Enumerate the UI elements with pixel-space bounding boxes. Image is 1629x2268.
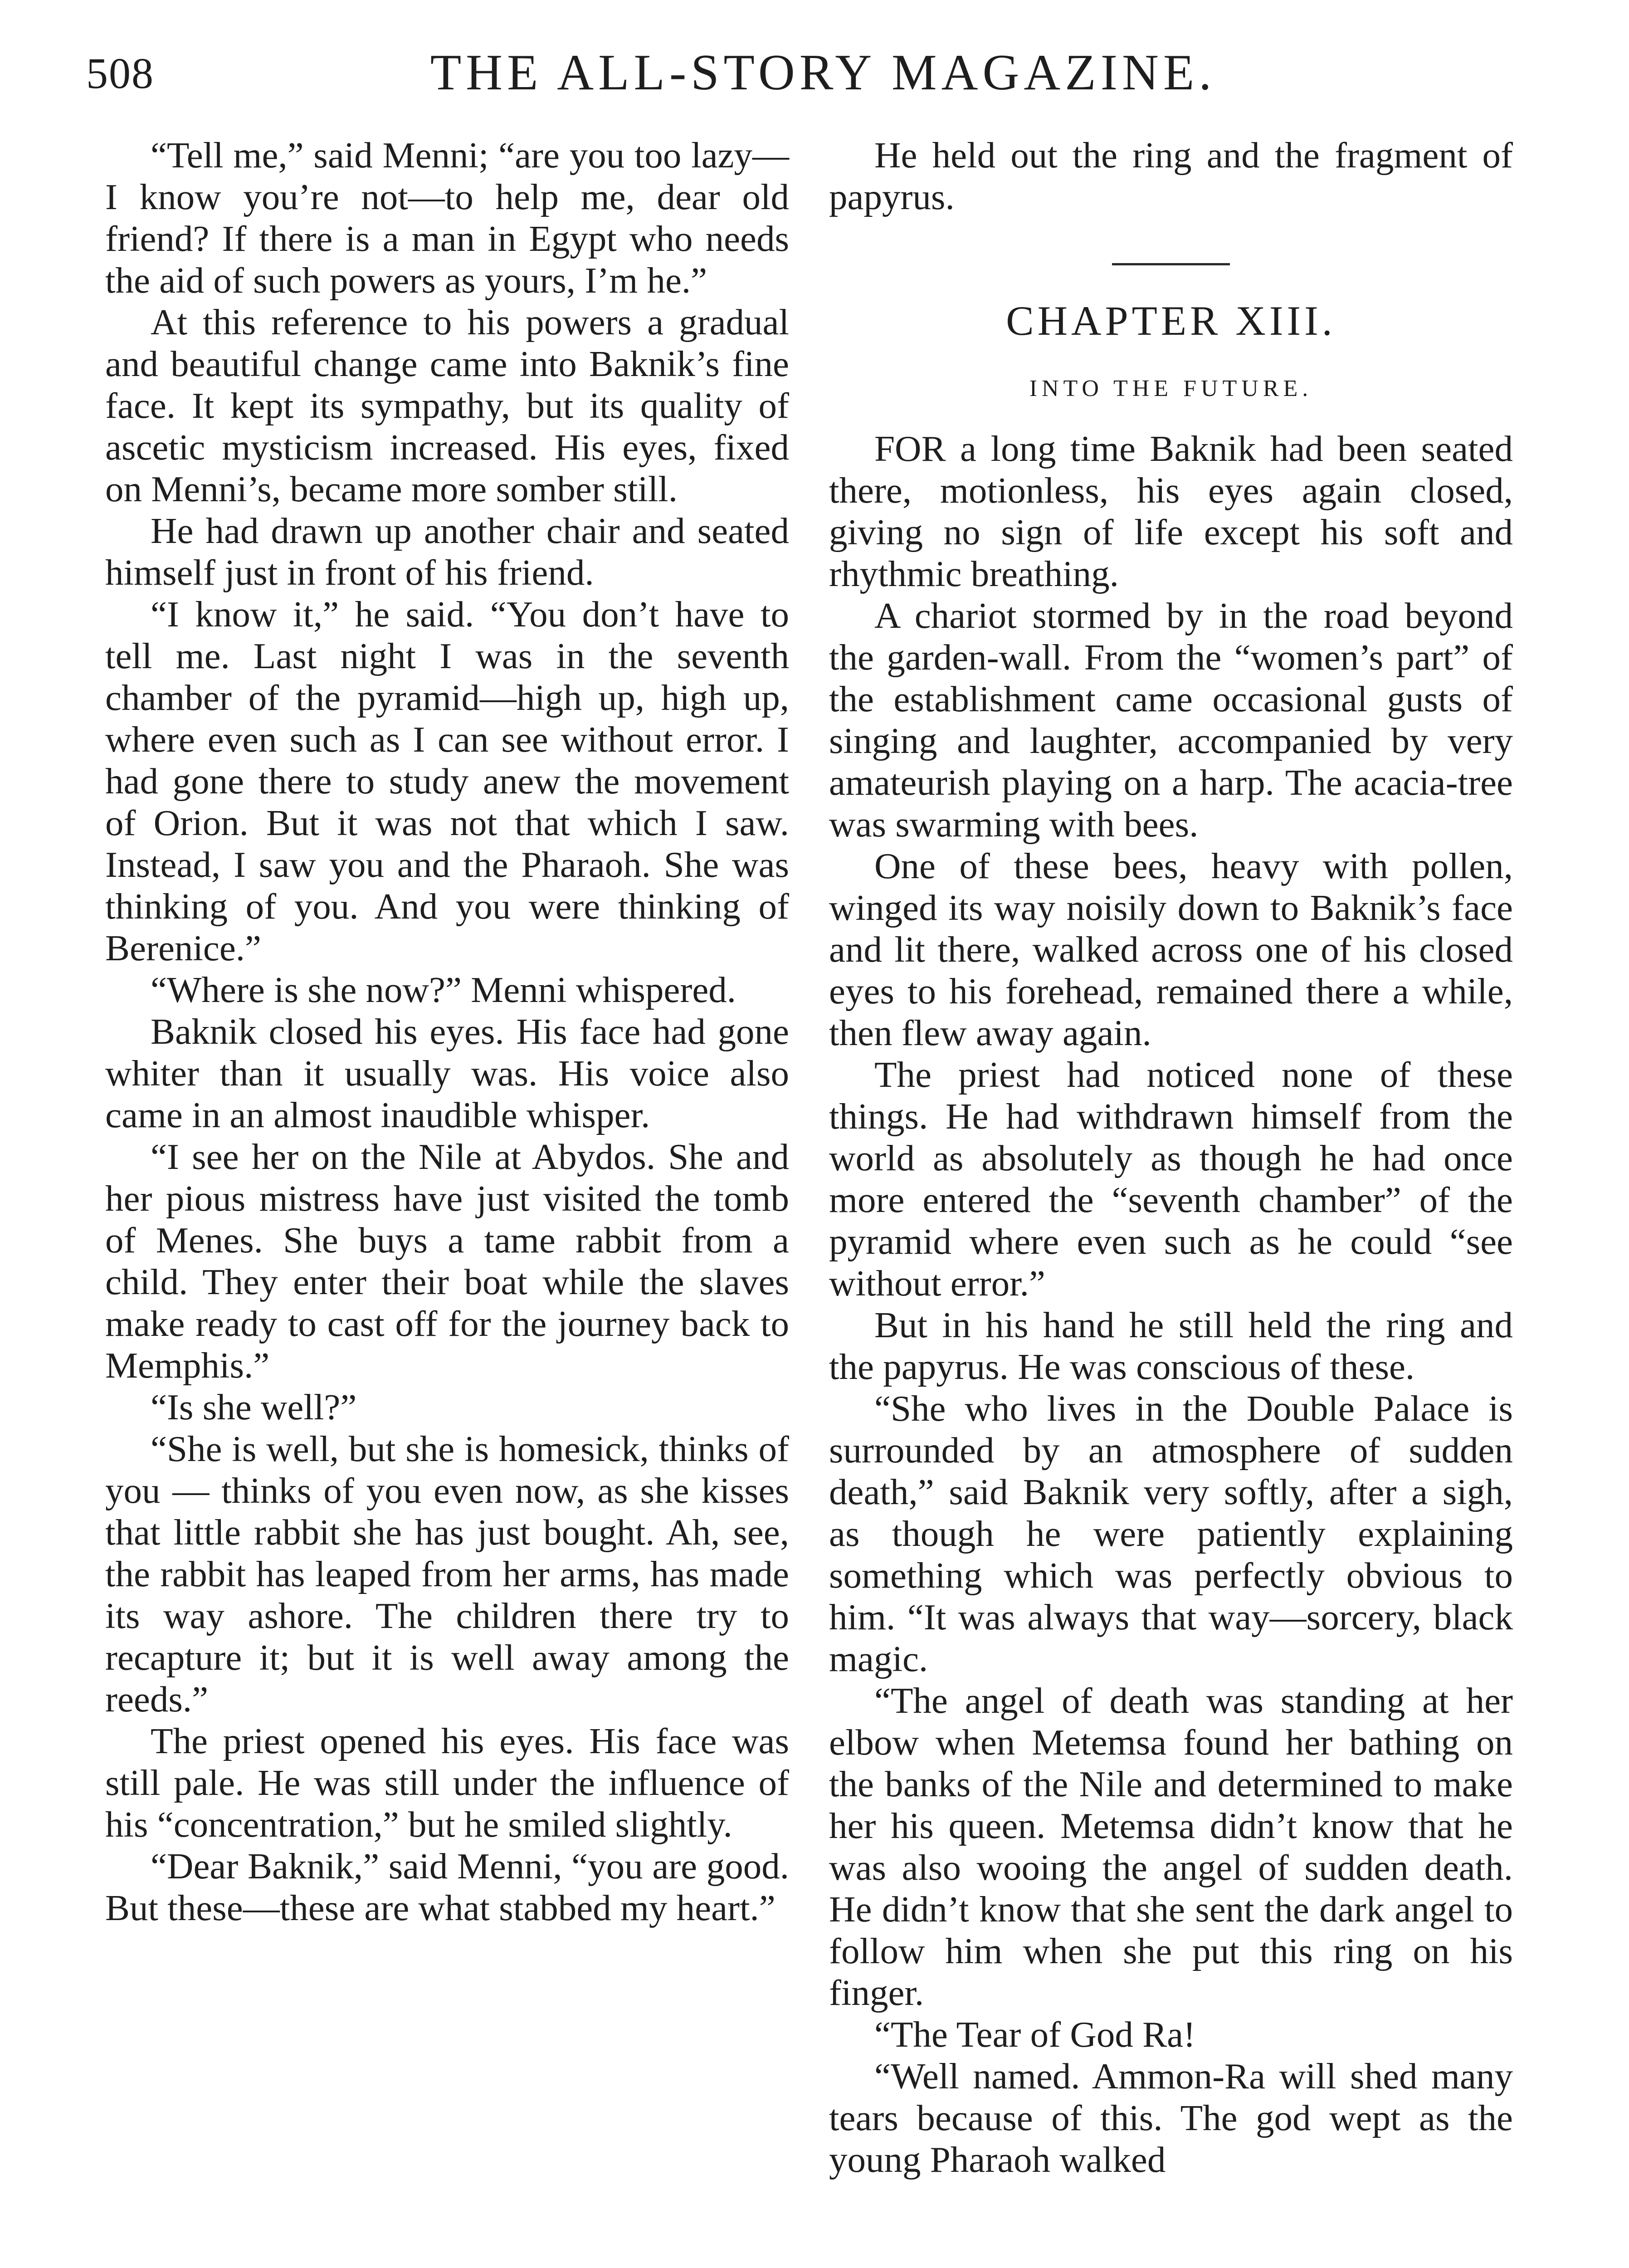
paragraph: “She is well, but she is homesick, thinks of you — thinks of you even now, as she kisses that little rabbit she has just bought. Ah, see, the rabbit has leaped from her arms, has made its way ashore. The children there try to recapture it; but it is well away among the reeds.” bbox=[105, 1428, 789, 1720]
chapter-subtitle: INTO THE FUTURE. bbox=[1029, 376, 1313, 401]
paragraph: “Tell me,” said Menni; “are you too lazy—I know you’re not—to help me, dear old friend? If there is a man in Egypt who needs the aid of such powers as yours, I’m he.” bbox=[105, 135, 789, 301]
paragraph: FOR a long time Baknik had been seated there, motionless, his eyes again closed, giving no sign of life except his soft and rhythmic breathing. bbox=[829, 428, 1513, 594]
paragraph: But in his hand he still held the ring and the papyrus. He was conscious of these. bbox=[829, 1305, 1513, 1387]
paragraph: One of these bees, heavy with pollen, winged its way noisily down to Baknik’s face and lit there, walked across one of his closed eyes to his forehead, remained there a while, then flew away again. bbox=[829, 846, 1513, 1053]
paragraph: Baknik closed his eyes. His face had gone whiter than it usually was. His voice also came in an almost inaudible whisper. bbox=[105, 1011, 789, 1135]
paragraph: The priest had noticed none of these things. He had withdrawn himself from the world as absolutely as though he had once more entered the “seventh chamber” of the pyramid where even such as he could “see without error.” bbox=[829, 1054, 1513, 1304]
paragraph: “I know it,” he said. “You don’t have to tell me. Last night I was in the seventh chamber of the pyramid—high up, high up, where even such as I can see without error. I had gone there to study anew the movement of Orion. But it was not that which I saw. Instead, I saw you and the Pharaoh. She was thinking of you. And you were thinking of Berenice.” bbox=[105, 594, 789, 968]
paragraph: “She who lives in the Double Palace is surrounded by an atmosphere of sudden death,” said Baknik very softly, after a sigh, as though he were patiently explaining something which was perfectly obvious to him. “It was always that way—sorcery, black magic. bbox=[829, 1388, 1513, 1679]
paragraph: A chariot stormed by in the road beyond the garden-wall. From the “women’s part” of the establishment came occasional gusts of singing and laughter, accompanied by very amateurish playing on a harp. The acacia-tree was swarming with bees. bbox=[829, 595, 1513, 845]
running-head: THE ALL-STORY MAGAZINE. bbox=[430, 44, 1216, 101]
paragraph: At this reference to his powers a gradual and beautiful change came into Baknik’s fine face. It kept its sympathy, but its quality of ascetic mysticism increased. His eyes, fixed on Menni’s, became more somber still. bbox=[105, 302, 789, 509]
left-column bbox=[105, 134, 789, 1929]
paragraph: The priest opened his eyes. His face was still pale. He was still under the influence of his “concentration,” but he smiled slightly. bbox=[105, 1721, 789, 1845]
paragraph: “The Tear of God Ra! bbox=[874, 2014, 1196, 2055]
paragraph: He had drawn up another chair and seated himself just in front of his friend. bbox=[105, 510, 789, 593]
paragraph: “Well named. Ammon-Ra will shed many tears because of this. The god wept as the young Pharaoh walked bbox=[829, 2056, 1513, 2180]
chapter-title: CHAPTER XIII. bbox=[1006, 298, 1336, 344]
right-column bbox=[829, 134, 1513, 2180]
paragraph: “Is she well?” bbox=[151, 1387, 357, 1427]
paragraph: “Dear Baknik,” said Menni, “you are good. But these—these are what stabbed my heart.” bbox=[105, 1846, 789, 1928]
page-number: 508 bbox=[86, 49, 154, 98]
paragraph: “The angel of death was standing at her elbow when Metemsa found her bathing on the banks of the Nile and determined to make her his queen. Metemsa didn’t know that he was also wooing the angel of sudden death. He didn’t know that she sent the dark angel to follow him when she put this ring on his finger. bbox=[829, 1680, 1513, 2013]
page-header bbox=[86, 44, 1560, 116]
chapter-divider bbox=[1112, 263, 1230, 265]
paragraph: He held out the ring and the fragment of papyrus. bbox=[829, 135, 1513, 217]
paragraph: “Where is she now?” Menni whispered. bbox=[151, 969, 736, 1010]
paragraph: “I see her on the Nile at Abydos. She and her pious mistress have just visited the tomb of Menes. She buys a tame rabbit from a child. They enter their boat while the slaves make ready to cast off for the journey back to Memphis.” bbox=[105, 1136, 789, 1386]
